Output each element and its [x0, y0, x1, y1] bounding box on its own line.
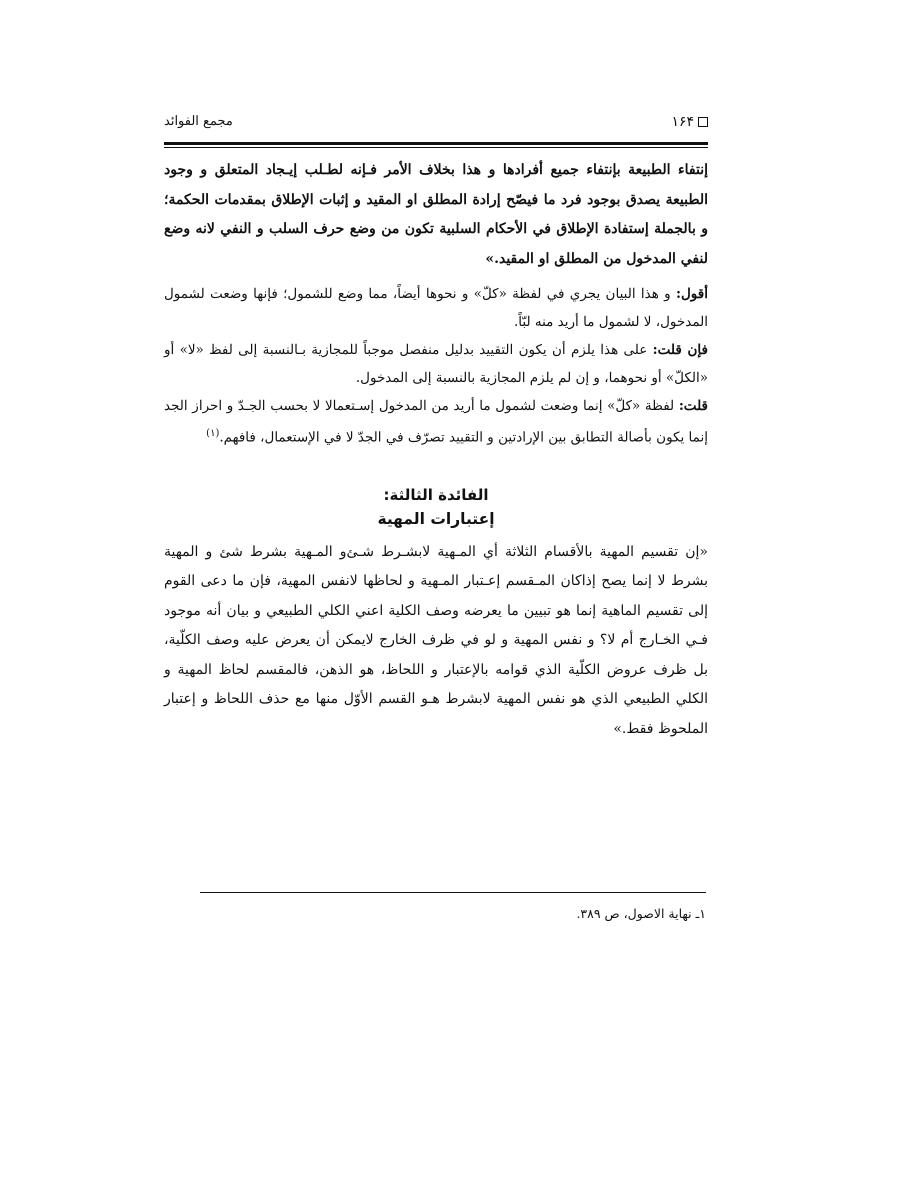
quote-block-2: «إن تقسيم المهية بالأقسام الثلاثة أي المـهية لابشـرط شـئ‌و المـهية بشرط شئ و المهية بشرط لا إنما يصح إذاكان المـقسم إعـتبار المـهية و لحاظها لانفس المهية، فإن ما دعى القوم إلى تقسيم الماهية إنما هو تبيين ما يعرضه وصف الكلية اعني الكلي الطبيعي و بيان أنه موجود فـي الخـارج أم لا؟ و نفس المهية و لو في ظرف الخارج لايمكن أن يعرض عليه وصف الكلّية، بل ظرف عروض الكلّية الذي قوامه بالإعتبار و اللحاظ، هو الذهن، فالمقسم لحاظ المهية و الكلي الطبيعي الذي هو نفس المهية لابشرط هـو القسم الأوّل منها مع حذف اللحاظ و إعتبار الملحوظ فقط.» [164, 543, 708, 737]
running-title: مجمع الفوائد [164, 114, 233, 129]
footnote-rule [200, 892, 706, 893]
paragraph-in-qulta [164, 336, 708, 392]
footnote: ١ـ نهاية الاصول، ص ٣٨٩. [576, 906, 706, 921]
label-aqul: أقول: [676, 286, 708, 302]
paragraph-qultu-text: لفظة «كلّ» إنما وضعت لشمول ما أريد من المدخول إسـتعمالا لا بحسب الجـدّ و احراز الجد إنما يكون بأصالة التطابق بين الإرادتين و التقييد تصرّف في الجدّ لا في الإستعمال، فافهم. [164, 398, 708, 446]
paragraph-in-qulta-text: على هذا يلزم أن يكون التقييد بدليل منفصل موجباً للمجازية بـالنسبة إلى لفظ «لا» أو «الكلّ» أو نحوهما، و إن لم يلزم المجازية بالنسبة إلى المدخول. [164, 342, 708, 386]
page-number [671, 114, 708, 130]
page-number-text: ١۶۴ [671, 114, 694, 130]
paragraph-aqul-text: و هذا البيان يجري في لفظة «كلّ» و نحوها أيضاً، مما وضع للشمول؛ فإنها وضعت لشمول المدخول، لا لشمول ما أريد منه لبّاً. [164, 286, 708, 330]
paragraph-aqul [164, 280, 708, 336]
section-subtitle: إعتبارات المهية [377, 509, 495, 528]
section-title: الفائدة الثالثة: [383, 485, 489, 504]
label-in-qulta: فإن قلت: [652, 342, 708, 358]
square-icon [698, 117, 708, 127]
quote-block-1: إنتفاء الطبيعة بإنتفاء جميع أفرادها و هذا بخلاف الأمر فـإنه لطـلب إيـجاد المتعلق و وجود الطبيعة يصدق بوجود فرد ما فيصّح إرادة المطلق او المقيد و إثبات الإطلاق بمقدمات الحكمة؛ و بالجملة إستفادة الإطلاق في الأحكام السلبية تكون من وضع حرف السلب و النفي لانه وضع لنفي المدخول من المطلق او المقيد.» [164, 162, 709, 267]
page-header [164, 112, 708, 138]
paragraph-qultu [164, 392, 708, 452]
label-qultu: قلت: [678, 398, 708, 414]
page-body [164, 112, 708, 744]
header-rule-thick [164, 142, 708, 145]
footnote-reference[interactable]: (١) [206, 428, 220, 439]
